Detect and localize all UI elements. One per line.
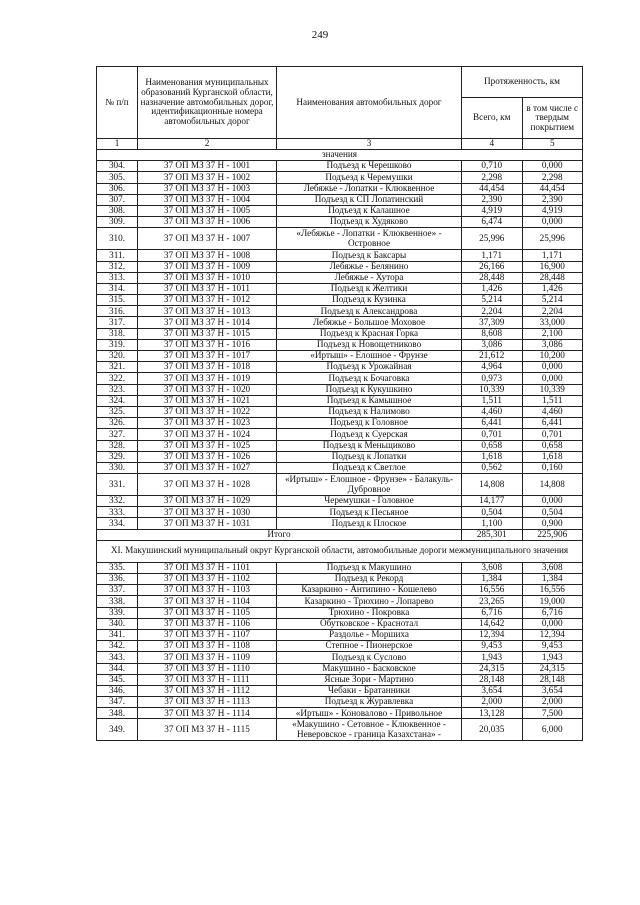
road-length-hard: 2,204 xyxy=(522,306,583,317)
road-length-hard: 14,808 xyxy=(522,474,583,496)
road-name: Подъезд к Суслово xyxy=(277,652,462,663)
row-number: 348. xyxy=(97,708,138,719)
header-number: № п/п xyxy=(97,67,138,139)
row-number: 346. xyxy=(97,685,138,696)
row-number: 304. xyxy=(97,161,138,172)
road-name: Лебяжье - Лопатки - Клюквенное xyxy=(277,183,462,194)
section-title: значения xyxy=(97,150,583,161)
row-number: 328. xyxy=(97,440,138,451)
road-name: Трюхино - Покровка xyxy=(277,607,462,618)
road-length-hard: 2,000 xyxy=(522,697,583,708)
header-municipality: Наименования муниципальных образований Курганской области, назначение автомобильных дорог, идентификационные номера автомобильных дорог xyxy=(138,67,277,139)
road-id: 37 ОП МЗ 37 Н - 1105 xyxy=(138,607,277,618)
row-number: 307. xyxy=(97,194,138,205)
road-id: 37 ОП МЗ 37 Н - 1013 xyxy=(138,306,277,317)
table-row xyxy=(97,306,583,317)
road-id: 37 ОП МЗ 37 Н - 1024 xyxy=(138,429,277,440)
row-number: 339. xyxy=(97,607,138,618)
road-length-total: 1,426 xyxy=(462,283,523,294)
table-row xyxy=(97,674,583,685)
road-id: 37 ОП МЗ 37 Н - 1017 xyxy=(138,351,277,362)
table-row xyxy=(97,261,583,272)
road-length-hard: 19,000 xyxy=(522,596,583,607)
road-length-hard: 1,384 xyxy=(522,574,583,585)
table-row xyxy=(97,161,583,172)
row-number: 310. xyxy=(97,228,138,250)
table-row xyxy=(97,474,583,496)
table-row xyxy=(97,194,583,205)
row-number: 338. xyxy=(97,596,138,607)
road-id: 37 ОП МЗ 37 Н - 1026 xyxy=(138,451,277,462)
road-length-total: 5,214 xyxy=(462,295,523,306)
table-row xyxy=(97,317,583,328)
road-length-total: 8,608 xyxy=(462,328,523,339)
header-hard-surface: в том числе с твердым покрытием xyxy=(522,98,583,139)
road-name: Подъезд к Красная Горка xyxy=(277,328,462,339)
row-number: 306. xyxy=(97,183,138,194)
table-row xyxy=(97,217,583,228)
row-number: 311. xyxy=(97,250,138,261)
road-name: Лебяжье - Хутора xyxy=(277,272,462,283)
road-id: 37 ОП МЗ 37 Н - 1020 xyxy=(138,384,277,395)
road-id: 37 ОП МЗ 37 Н - 1029 xyxy=(138,496,277,507)
road-length-total: 2,204 xyxy=(462,306,523,317)
road-length-hard: 44,454 xyxy=(522,183,583,194)
table-row xyxy=(97,596,583,607)
road-length-hard: 6,716 xyxy=(522,607,583,618)
road-length-hard: 6,000 xyxy=(522,719,583,741)
road-name: Казаркино - Антипино - Кошелево xyxy=(277,585,462,596)
road-id: 37 ОП МЗ 37 Н - 1104 xyxy=(138,596,277,607)
road-length-hard: 2,100 xyxy=(522,328,583,339)
row-number: 334. xyxy=(97,518,138,529)
road-name: Подъезд к Макушино xyxy=(277,562,462,573)
header-road-name: Наименования автомобильных дорог xyxy=(277,67,462,139)
road-length-hard: 0,160 xyxy=(522,462,583,473)
road-length-total: 14,808 xyxy=(462,474,523,496)
table-row xyxy=(97,629,583,640)
road-length-hard: 1,426 xyxy=(522,283,583,294)
road-length-total: 37,309 xyxy=(462,317,523,328)
road-id: 37 ОП МЗ 37 Н - 1027 xyxy=(138,462,277,473)
total-row xyxy=(97,529,583,540)
road-id: 37 ОП МЗ 37 Н - 1115 xyxy=(138,719,277,741)
road-id: 37 ОП МЗ 37 Н - 1113 xyxy=(138,697,277,708)
row-number: 341. xyxy=(97,629,138,640)
table-row xyxy=(97,518,583,529)
row-number: 331. xyxy=(97,474,138,496)
road-name: Подъезд к СП Лопатинский xyxy=(277,194,462,205)
table-row xyxy=(97,283,583,294)
table-row xyxy=(97,641,583,652)
road-name: «Лебяжье - Лопатки - Клюквенное» - Островное xyxy=(277,228,462,250)
index-cell: 1 xyxy=(97,139,138,150)
table-row xyxy=(97,339,583,350)
road-length-total: 21,612 xyxy=(462,351,523,362)
road-id: 37 ОП МЗ 37 Н - 1015 xyxy=(138,328,277,339)
road-length-hard: 3,608 xyxy=(522,562,583,573)
index-cell: 5 xyxy=(522,139,583,150)
road-name: Лебяжье - Белянино xyxy=(277,261,462,272)
road-length-hard: 33,000 xyxy=(522,317,583,328)
section-title: XI. Макушинский муниципальный округ Курганской области, автомобильные дороги межмуниципального значения xyxy=(97,540,583,562)
table-row xyxy=(97,429,583,440)
row-number: 314. xyxy=(97,283,138,294)
road-id: 37 ОП МЗ 37 Н - 1004 xyxy=(138,194,277,205)
road-name: «Иртыш» - Коновалово - Привольное xyxy=(277,708,462,719)
row-number: 324. xyxy=(97,395,138,406)
index-cell: 2 xyxy=(138,139,277,150)
road-length-hard: 3,086 xyxy=(522,339,583,350)
total-hard-length: 225,906 xyxy=(522,529,583,540)
road-id: 37 ОП МЗ 37 Н - 1031 xyxy=(138,518,277,529)
table-row xyxy=(97,328,583,339)
road-length-hard: 6,441 xyxy=(522,418,583,429)
road-length-total: 28,448 xyxy=(462,272,523,283)
table-row xyxy=(97,574,583,585)
road-name: Подъезд к Бочаговка xyxy=(277,373,462,384)
table-row xyxy=(97,250,583,261)
row-number: 305. xyxy=(97,172,138,183)
road-length-hard: 16,900 xyxy=(522,261,583,272)
table-row xyxy=(97,462,583,473)
row-number: 309. xyxy=(97,217,138,228)
road-length-hard: 0,000 xyxy=(522,618,583,629)
road-id: 37 ОП МЗ 37 Н - 1025 xyxy=(138,440,277,451)
road-length-hard: 28,148 xyxy=(522,674,583,685)
table-row xyxy=(97,373,583,384)
road-id: 37 ОП МЗ 37 Н - 1030 xyxy=(138,507,277,518)
table-row xyxy=(97,351,583,362)
road-length-total: 9,453 xyxy=(462,641,523,652)
index-cell: 3 xyxy=(277,139,462,150)
road-length-total: 0,710 xyxy=(462,161,523,172)
row-number: 344. xyxy=(97,663,138,674)
table-row xyxy=(97,652,583,663)
road-id: 37 ОП МЗ 37 Н - 1106 xyxy=(138,618,277,629)
road-length-hard: 0,000 xyxy=(522,373,583,384)
road-length-hard: 5,214 xyxy=(522,295,583,306)
road-length-total: 1,943 xyxy=(462,652,523,663)
road-id: 37 ОП МЗ 37 Н - 1101 xyxy=(138,562,277,573)
road-name: Подъезд к Меньщиково xyxy=(277,440,462,451)
row-number: 327. xyxy=(97,429,138,440)
road-length-hard: 0,000 xyxy=(522,161,583,172)
row-number: 323. xyxy=(97,384,138,395)
road-name: Подъезд к Новощетниково xyxy=(277,339,462,350)
table-row xyxy=(97,395,583,406)
road-id: 37 ОП МЗ 37 Н - 1102 xyxy=(138,574,277,585)
row-number: 345. xyxy=(97,674,138,685)
road-name: Подъезд к Черешково xyxy=(277,161,462,172)
road-length-hard: 10,339 xyxy=(522,384,583,395)
road-length-hard: 1,171 xyxy=(522,250,583,261)
road-length-hard: 1,618 xyxy=(522,451,583,462)
road-length-hard: 24,315 xyxy=(522,663,583,674)
road-id: 37 ОП МЗ 37 Н - 1110 xyxy=(138,663,277,674)
road-length-total: 2,000 xyxy=(462,697,523,708)
table-row xyxy=(97,507,583,518)
road-id: 37 ОП МЗ 37 Н - 1005 xyxy=(138,205,277,216)
table-row xyxy=(97,562,583,573)
row-number: 325. xyxy=(97,406,138,417)
row-number: 329. xyxy=(97,451,138,462)
road-name: Подъезд к Кузинка xyxy=(277,295,462,306)
road-length-total: 2,390 xyxy=(462,194,523,205)
page-number: 249 xyxy=(311,29,329,41)
road-name: Подъезд к Плоское xyxy=(277,518,462,529)
road-length-total: 1,618 xyxy=(462,451,523,462)
road-name: Подъезд к Худяково xyxy=(277,217,462,228)
road-id: 37 ОП МЗ 37 Н - 1022 xyxy=(138,406,277,417)
row-number: 347. xyxy=(97,697,138,708)
road-length-hard: 4,460 xyxy=(522,406,583,417)
table-row xyxy=(97,451,583,462)
row-number: 336. xyxy=(97,574,138,585)
road-name: Степное - Пионерское xyxy=(277,641,462,652)
road-name: Подъезд к Калашное xyxy=(277,205,462,216)
index-row xyxy=(97,139,583,150)
road-length-total: 1,384 xyxy=(462,574,523,585)
row-number: 322. xyxy=(97,373,138,384)
header-length: Протяженность, км xyxy=(462,67,583,98)
road-id: 37 ОП МЗ 37 Н - 1014 xyxy=(138,317,277,328)
table-row xyxy=(97,183,583,194)
road-length-total: 4,919 xyxy=(462,205,523,216)
row-number: 313. xyxy=(97,272,138,283)
table-row xyxy=(97,708,583,719)
road-length-hard: 12,394 xyxy=(522,629,583,640)
road-id: 37 ОП МЗ 37 Н - 1008 xyxy=(138,250,277,261)
road-length-hard: 0,701 xyxy=(522,429,583,440)
road-length-total: 23,265 xyxy=(462,596,523,607)
road-length-hard: 0,504 xyxy=(522,507,583,518)
row-number: 321. xyxy=(97,362,138,373)
road-length-total: 1,171 xyxy=(462,250,523,261)
table-row xyxy=(97,205,583,216)
row-number: 308. xyxy=(97,205,138,216)
road-length-hard: 0,658 xyxy=(522,440,583,451)
road-name: Подъезд к Лопатки xyxy=(277,451,462,462)
road-id: 37 ОП МЗ 37 Н - 1019 xyxy=(138,373,277,384)
row-number: 319. xyxy=(97,339,138,350)
road-length-hard: 28,448 xyxy=(522,272,583,283)
road-length-hard: 9,453 xyxy=(522,641,583,652)
road-name: Подъезд к Урожайная xyxy=(277,362,462,373)
table-row xyxy=(97,685,583,696)
table-row xyxy=(97,228,583,250)
road-id: 37 ОП МЗ 37 Н - 1114 xyxy=(138,708,277,719)
road-length-total: 3,654 xyxy=(462,685,523,696)
road-id: 37 ОП МЗ 37 Н - 1023 xyxy=(138,418,277,429)
road-length-total: 28,148 xyxy=(462,674,523,685)
header-total: Всего, км xyxy=(462,98,523,139)
road-length-hard: 4,919 xyxy=(522,205,583,216)
road-length-total: 1,100 xyxy=(462,518,523,529)
road-name: Подъезд к Баксары xyxy=(277,250,462,261)
row-number: 316. xyxy=(97,306,138,317)
section-row xyxy=(97,540,583,562)
road-name: Казаркино - Трюхино - Лопарево xyxy=(277,596,462,607)
table-row xyxy=(97,172,583,183)
road-length-hard: 2,390 xyxy=(522,194,583,205)
row-number: 317. xyxy=(97,317,138,328)
road-name: Ясные Зори - Мартино xyxy=(277,674,462,685)
road-id: 37 ОП МЗ 37 Н - 1103 xyxy=(138,585,277,596)
road-id: 37 ОП МЗ 37 Н - 1107 xyxy=(138,629,277,640)
road-name: Подъезд к Камышное xyxy=(277,395,462,406)
road-id: 37 ОП МЗ 37 Н - 1007 xyxy=(138,228,277,250)
road-id: 37 ОП МЗ 37 Н - 1011 xyxy=(138,283,277,294)
header-row xyxy=(97,67,583,98)
road-name: Подъезд к Светлое xyxy=(277,462,462,473)
row-number: 349. xyxy=(97,719,138,741)
road-id: 37 ОП МЗ 37 Н - 1016 xyxy=(138,339,277,350)
road-name: Подъезд к Суерская xyxy=(277,429,462,440)
road-name: Чебаки - Братанники xyxy=(277,685,462,696)
row-number: 335. xyxy=(97,562,138,573)
table-row xyxy=(97,719,583,741)
road-length-total: 0,504 xyxy=(462,507,523,518)
table-row xyxy=(97,607,583,618)
road-name: Раздолье - Моршиха xyxy=(277,629,462,640)
road-length-hard: 0,000 xyxy=(522,362,583,373)
row-number: 330. xyxy=(97,462,138,473)
road-length-total: 26,166 xyxy=(462,261,523,272)
road-length-total: 44,454 xyxy=(462,183,523,194)
road-name: Подъезд к Александрова xyxy=(277,306,462,317)
road-name: «Макушино - Сетовное - Клюквенное - Неверовское - граница Казахстана» - xyxy=(277,719,462,741)
road-length-hard: 25,996 xyxy=(522,228,583,250)
section-continuation xyxy=(97,150,583,161)
row-number: 312. xyxy=(97,261,138,272)
row-number: 340. xyxy=(97,618,138,629)
road-length-total: 6,441 xyxy=(462,418,523,429)
road-id: 37 ОП МЗ 37 Н - 1003 xyxy=(138,183,277,194)
total-label: Итого xyxy=(97,529,462,540)
road-name: Подъезд к Налимово xyxy=(277,406,462,417)
row-number: 332. xyxy=(97,496,138,507)
road-length-hard: 10,200 xyxy=(522,351,583,362)
road-name: «Иртыш» - Елошное - Фрунзе» - Балакуль- Дубровное xyxy=(277,474,462,496)
table-row xyxy=(97,418,583,429)
road-length-total: 4,964 xyxy=(462,362,523,373)
row-number: 337. xyxy=(97,585,138,596)
road-length-hard: 0,000 xyxy=(522,496,583,507)
table-row xyxy=(97,663,583,674)
row-number: 320. xyxy=(97,351,138,362)
table-row xyxy=(97,406,583,417)
row-number: 315. xyxy=(97,295,138,306)
road-id: 37 ОП МЗ 37 Н - 1112 xyxy=(138,685,277,696)
total-length: 285,301 xyxy=(462,529,523,540)
table-row xyxy=(97,697,583,708)
road-length-total: 16,556 xyxy=(462,585,523,596)
road-id: 37 ОП МЗ 37 Н - 1010 xyxy=(138,272,277,283)
road-id: 37 ОП МЗ 37 Н - 1018 xyxy=(138,362,277,373)
row-number: 318. xyxy=(97,328,138,339)
road-name: Обутковское - Краснотал xyxy=(277,618,462,629)
road-length-total: 0,973 xyxy=(462,373,523,384)
road-length-hard: 3,654 xyxy=(522,685,583,696)
row-number: 326. xyxy=(97,418,138,429)
road-length-total: 6,474 xyxy=(462,217,523,228)
row-number: 343. xyxy=(97,652,138,663)
roads-table xyxy=(96,66,583,741)
road-name: Макушино - Басковское xyxy=(277,663,462,674)
road-length-total: 2,298 xyxy=(462,172,523,183)
table-row xyxy=(97,496,583,507)
road-length-total: 10,339 xyxy=(462,384,523,395)
road-name: Подъезд к Черемушки xyxy=(277,172,462,183)
road-name: Лебяжье - Большое Моховое xyxy=(277,317,462,328)
road-name: Подъезд к Желтики xyxy=(277,283,462,294)
road-length-hard: 1,943 xyxy=(522,652,583,663)
road-id: 37 ОП МЗ 37 Н - 1111 xyxy=(138,674,277,685)
road-id: 37 ОП МЗ 37 Н - 1109 xyxy=(138,652,277,663)
table-row xyxy=(97,295,583,306)
road-length-total: 24,315 xyxy=(462,663,523,674)
road-length-total: 14,177 xyxy=(462,496,523,507)
road-length-total: 3,608 xyxy=(462,562,523,573)
table-row xyxy=(97,384,583,395)
road-name: Подъезд к Кукушкино xyxy=(277,384,462,395)
row-number: 333. xyxy=(97,507,138,518)
road-length-total: 0,562 xyxy=(462,462,523,473)
road-id: 37 ОП МЗ 37 Н - 1108 xyxy=(138,641,277,652)
road-id: 37 ОП МЗ 37 Н - 1001 xyxy=(138,161,277,172)
road-length-total: 0,658 xyxy=(462,440,523,451)
road-length-total: 1,511 xyxy=(462,395,523,406)
table-row xyxy=(97,440,583,451)
road-length-total: 25,996 xyxy=(462,228,523,250)
road-length-total: 14,642 xyxy=(462,618,523,629)
road-length-total: 13,128 xyxy=(462,708,523,719)
road-id: 37 ОП МЗ 37 Н - 1012 xyxy=(138,295,277,306)
table-row xyxy=(97,585,583,596)
table-row xyxy=(97,362,583,373)
table-row xyxy=(97,272,583,283)
road-name: Подъезд к Песьяное xyxy=(277,507,462,518)
road-length-hard: 0,000 xyxy=(522,217,583,228)
road-name: «Иртыш» - Елошное - Фрунзе xyxy=(277,351,462,362)
road-length-total: 3,086 xyxy=(462,339,523,350)
road-length-hard: 2,298 xyxy=(522,172,583,183)
table-row xyxy=(97,618,583,629)
road-length-total: 20,035 xyxy=(462,719,523,741)
road-length-total: 12,394 xyxy=(462,629,523,640)
row-number: 342. xyxy=(97,641,138,652)
road-length-hard: 1,511 xyxy=(522,395,583,406)
road-length-hard: 7,500 xyxy=(522,708,583,719)
road-length-total: 6,716 xyxy=(462,607,523,618)
road-length-total: 4,460 xyxy=(462,406,523,417)
index-cell: 4 xyxy=(462,139,523,150)
road-name: Подъезд к Журавлевка xyxy=(277,697,462,708)
road-name: Подъезд к Головное xyxy=(277,418,462,429)
road-length-hard: 0,900 xyxy=(522,518,583,529)
road-id: 37 ОП МЗ 37 Н - 1002 xyxy=(138,172,277,183)
road-id: 37 ОП МЗ 37 Н - 1021 xyxy=(138,395,277,406)
road-length-hard: 16,556 xyxy=(522,585,583,596)
road-name: Черемушки - Головное xyxy=(277,496,462,507)
road-id: 37 ОП МЗ 37 Н - 1028 xyxy=(138,474,277,496)
road-id: 37 ОП МЗ 37 Н - 1009 xyxy=(138,261,277,272)
road-length-total: 0,701 xyxy=(462,429,523,440)
road-id: 37 ОП МЗ 37 Н - 1006 xyxy=(138,217,277,228)
road-name: Подъезд к Рекорд xyxy=(277,574,462,585)
